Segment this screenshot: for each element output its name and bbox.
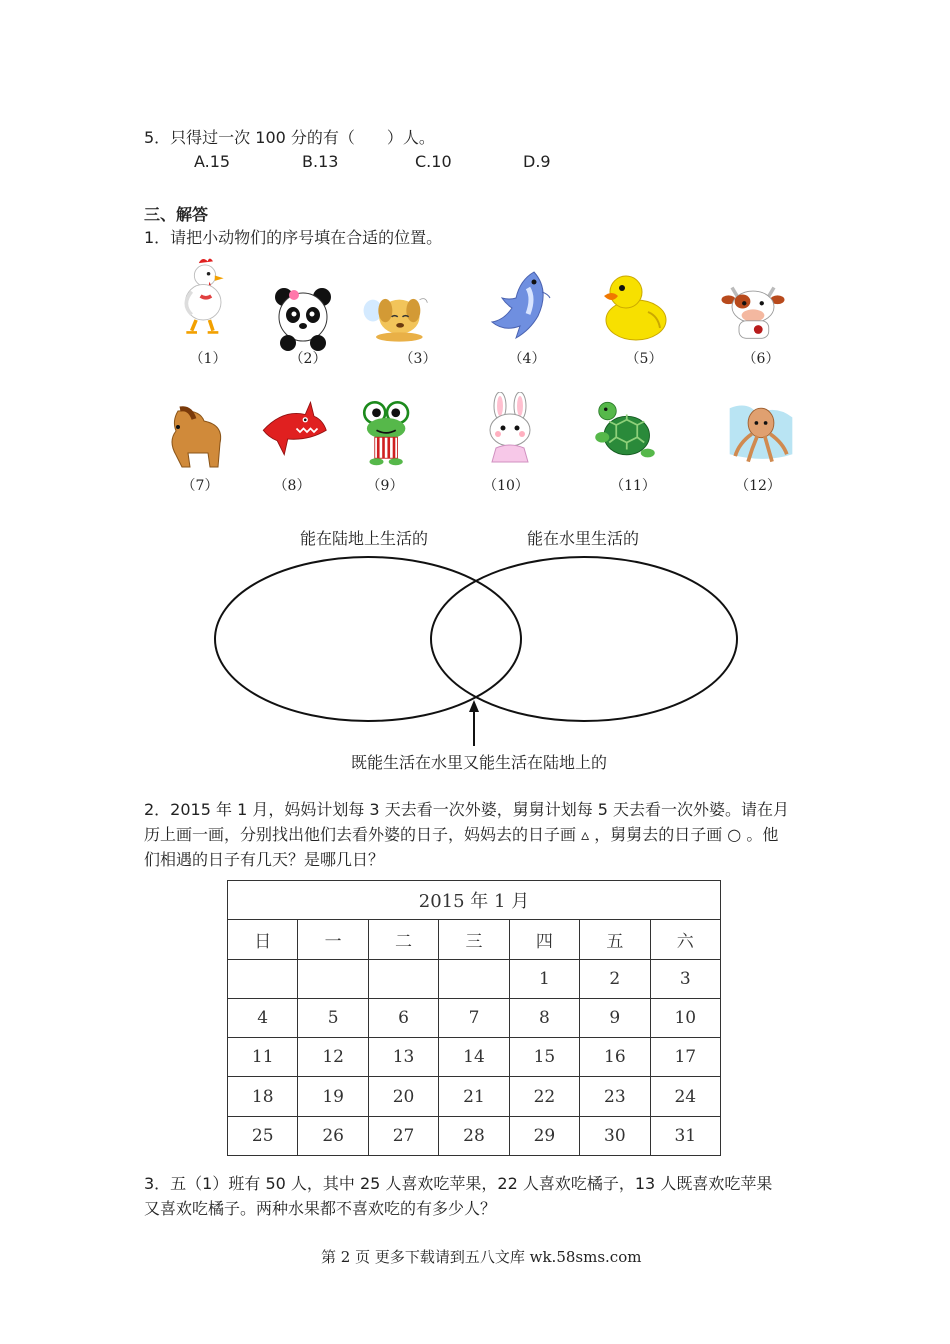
venn-diagram xyxy=(200,550,760,750)
weekday-cell: 日 xyxy=(228,920,298,959)
day-cell[interactable] xyxy=(439,959,509,998)
page-footer: 第 2 页 更多下载请到五八文库 wk.58sms.com xyxy=(321,1248,642,1266)
dog-icon xyxy=(362,276,432,356)
calendar-week-row xyxy=(228,959,721,998)
day-cell[interactable] xyxy=(228,959,298,998)
calendar-table xyxy=(227,880,721,1156)
question-1-text: 1．请把小动物们的序号填在合适的位置。 xyxy=(144,228,443,247)
calendar-week-row xyxy=(228,1116,721,1155)
dolphin-icon xyxy=(484,264,554,344)
day-cell[interactable] xyxy=(298,959,368,998)
day-cell[interactable]: 20 xyxy=(368,1077,438,1116)
day-cell[interactable]: 23 xyxy=(580,1077,650,1116)
option-d: D.9 xyxy=(523,152,551,171)
day-cell[interactable]: 30 xyxy=(580,1116,650,1155)
frog-icon xyxy=(352,392,422,472)
venn-right-label: 能在水里生活的 xyxy=(527,529,640,548)
day-cell[interactable]: 31 xyxy=(650,1116,720,1155)
rabbit-icon xyxy=(476,392,546,472)
turtle-icon xyxy=(590,392,660,472)
day-cell[interactable]: 29 xyxy=(509,1116,579,1155)
day-cell[interactable]: 21 xyxy=(439,1077,509,1116)
animal-label-7: （7） xyxy=(181,478,219,494)
shark-icon xyxy=(258,392,328,472)
weekday-cell: 六 xyxy=(650,920,720,959)
venn-left-label: 能在陆地上生活的 xyxy=(300,529,429,548)
day-cell[interactable]: 15 xyxy=(509,1038,579,1077)
day-cell[interactable]: 24 xyxy=(650,1077,720,1116)
rooster-icon xyxy=(170,256,240,336)
day-cell[interactable]: 10 xyxy=(650,998,720,1037)
day-cell[interactable]: 1 xyxy=(509,959,579,998)
calendar-week-row xyxy=(228,998,721,1037)
day-cell[interactable]: 28 xyxy=(439,1116,509,1155)
duck-icon xyxy=(600,266,670,346)
panda-icon xyxy=(268,276,338,356)
animal-label-8: （8） xyxy=(273,478,311,494)
day-cell[interactable]: 4 xyxy=(228,998,298,1037)
day-cell[interactable]: 13 xyxy=(368,1038,438,1077)
animal-label-12: （12） xyxy=(735,478,781,494)
calendar-weekday-row xyxy=(228,920,721,959)
section-title: 三、解答 xyxy=(144,205,209,224)
calendar-week-row xyxy=(228,1077,721,1116)
weekday-cell: 二 xyxy=(368,920,438,959)
day-cell[interactable]: 2 xyxy=(580,959,650,998)
question-3-line-1: 3．五（1）班有 50 人，其中 25 人喜欢吃苹果，22 人喜欢吃橘子，13 人既喜欢吃苹果 xyxy=(144,1174,773,1193)
weekday-cell: 一 xyxy=(298,920,368,959)
day-cell[interactable]: 12 xyxy=(298,1038,368,1077)
day-cell[interactable]: 3 xyxy=(650,959,720,998)
octopus-icon xyxy=(726,394,796,474)
day-cell[interactable]: 6 xyxy=(368,998,438,1037)
weekday-cell: 五 xyxy=(580,920,650,959)
animal-label-10: （10） xyxy=(483,478,529,494)
day-cell[interactable]: 19 xyxy=(298,1077,368,1116)
weekday-cell: 三 xyxy=(439,920,509,959)
animal-label-2: （2） xyxy=(289,351,327,367)
animal-label-3: （3） xyxy=(399,351,437,367)
calendar-title: 2015 年 1 月 xyxy=(228,881,721,920)
option-c: C.10 xyxy=(415,152,452,171)
weekday-cell: 四 xyxy=(509,920,579,959)
question-3-line-2: 又喜欢吃橘子。两种水果都不喜欢吃的有多少人？ xyxy=(144,1199,497,1218)
day-cell[interactable]: 8 xyxy=(509,998,579,1037)
cow-icon xyxy=(718,272,788,352)
animal-label-4: （4） xyxy=(508,351,546,367)
day-cell[interactable]: 26 xyxy=(298,1116,368,1155)
animal-label-6: （6） xyxy=(742,351,780,367)
day-cell[interactable]: 22 xyxy=(509,1077,579,1116)
animal-label-9: （9） xyxy=(366,478,404,494)
day-cell[interactable]: 5 xyxy=(298,998,368,1037)
day-cell[interactable]: 14 xyxy=(439,1038,509,1077)
day-cell[interactable]: 9 xyxy=(580,998,650,1037)
animal-label-1: （1） xyxy=(189,351,227,367)
question-5-text: 5．只得过一次 100 分的有（ ）人。 xyxy=(144,128,435,147)
day-cell[interactable]: 18 xyxy=(228,1077,298,1116)
animal-label-5: （5） xyxy=(625,351,663,367)
day-cell[interactable]: 11 xyxy=(228,1038,298,1077)
horse-icon xyxy=(160,398,230,478)
option-b: B.13 xyxy=(302,152,339,171)
question-2-line-1: 2．2015 年 1 月，妈妈计划每 3 天去看一次外婆，舅舅计划每 5 天去看一次外婆。请在月 xyxy=(144,800,790,819)
venn-bottom-label: 既能生活在水里又能生活在陆地上的 xyxy=(351,753,608,772)
day-cell[interactable]: 7 xyxy=(439,998,509,1037)
day-cell[interactable]: 16 xyxy=(580,1038,650,1077)
day-cell[interactable]: 17 xyxy=(650,1038,720,1077)
animal-label-11: （11） xyxy=(610,478,656,494)
calendar-week-row xyxy=(228,1038,721,1077)
question-2-line-3: 们相遇的日子有几天？是哪几日？ xyxy=(144,850,385,869)
day-cell[interactable]: 25 xyxy=(228,1116,298,1155)
day-cell[interactable]: 27 xyxy=(368,1116,438,1155)
day-cell[interactable] xyxy=(368,959,438,998)
option-a: A.15 xyxy=(194,152,231,171)
question-2-line-2: 历上画一画，分别找出他们去看外婆的日子，妈妈去的日子画 ▵ ，舅舅去的日子画 ○ 。他 xyxy=(144,825,779,844)
